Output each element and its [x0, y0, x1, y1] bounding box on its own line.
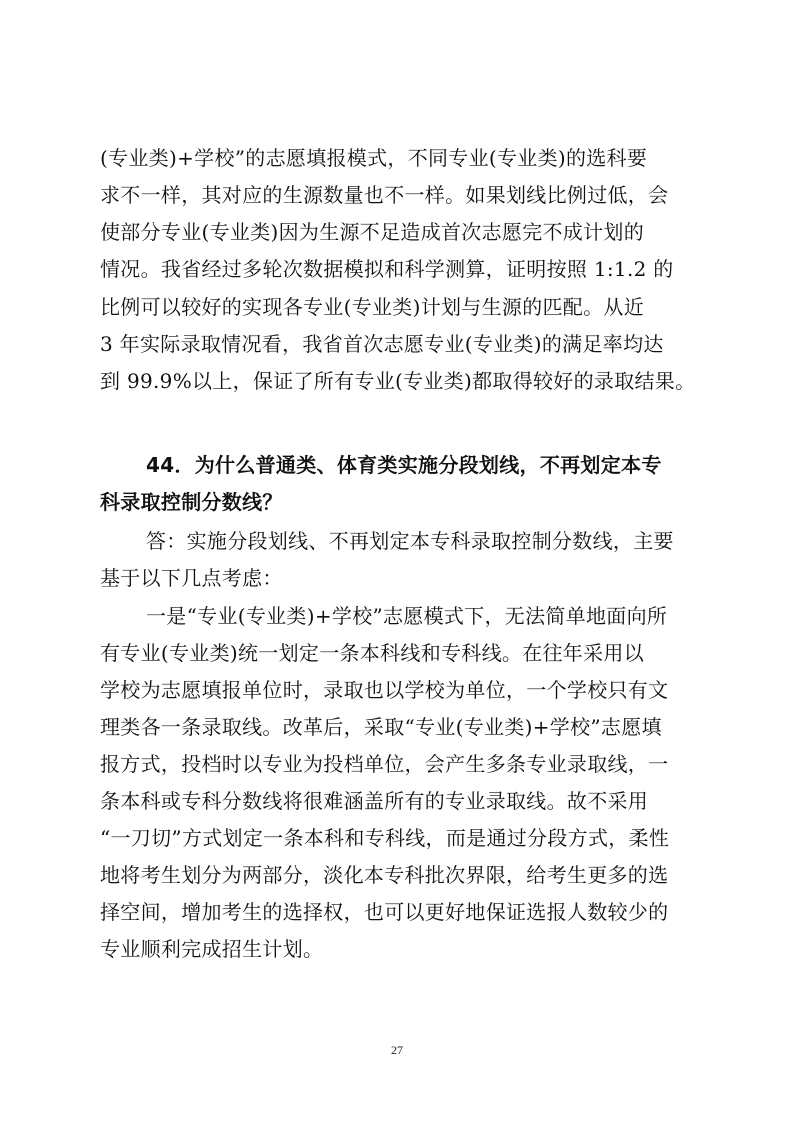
answer-line: 基于以下几点考虑：	[100, 566, 283, 590]
question-heading: 44．为什么普通类、体育类实施分段划线，不再划定本专	[146, 453, 662, 477]
text-line: 比例可以较好的实现各专业(专业类)计划与生源的匹配。从近	[100, 295, 645, 319]
text-line: 学校为志愿填报单位时，录取也以学校为单位，一个学校只有文	[100, 678, 669, 702]
text-line: 有专业(专业类)统一划定一条本科线和专科线。在往年采用以	[100, 641, 645, 665]
text-line: 求不一样，其对应的生源数量也不一样。如果划线比例过低，会	[100, 183, 669, 207]
text-line: 情况。我省经过多轮次数据模拟和科学测算，证明按照 1:1.2 的	[100, 257, 674, 281]
text-line: 专业顺利完成招生计划。	[100, 937, 324, 961]
page-number: 27	[391, 1043, 403, 1057]
question-heading: 科录取控制分数线？	[100, 490, 283, 514]
text-line: 择空间，增加考生的选择权，也可以更好地保证选报人数较少的	[100, 900, 669, 924]
text-line: 3 年实际录取情况看，我省首次志愿专业(专业类)的满足率均达	[100, 332, 664, 356]
text-line: (专业类)+学校”的志愿填报模式，不同专业(专业类)的选科要	[100, 146, 648, 170]
text-line: 条本科或专科分数线将很难涵盖所有的专业录取线。故不采用	[100, 789, 649, 813]
text-line: 地将考生划分为两部分，淡化本专科批次界限，给考生更多的选	[100, 863, 669, 887]
text-line: 到 99.9%以上，保证了所有专业(专业类)都取得较好的录取结果。	[100, 369, 696, 393]
text-line: 使部分专业(专业类)因为生源不足造成首次志愿完不成计划的	[100, 220, 645, 244]
text-line: 理类各一条录取线。改革后，采取“专业(专业类)+学校”志愿填	[100, 715, 662, 739]
text-line: “一刀切”方式划定一条本科和专科线，而是通过分段方式，柔性	[100, 826, 670, 850]
text-line: 报方式，投档时以专业为投档单位，会产生多条专业录取线，一	[100, 752, 669, 776]
text-line: 一是“专业(专业类)+学校”志愿模式下，无法简单地面向所	[146, 604, 668, 628]
answer-line: 答：实施分段划线、不再划定本专科录取控制分数线，主要	[146, 529, 674, 553]
